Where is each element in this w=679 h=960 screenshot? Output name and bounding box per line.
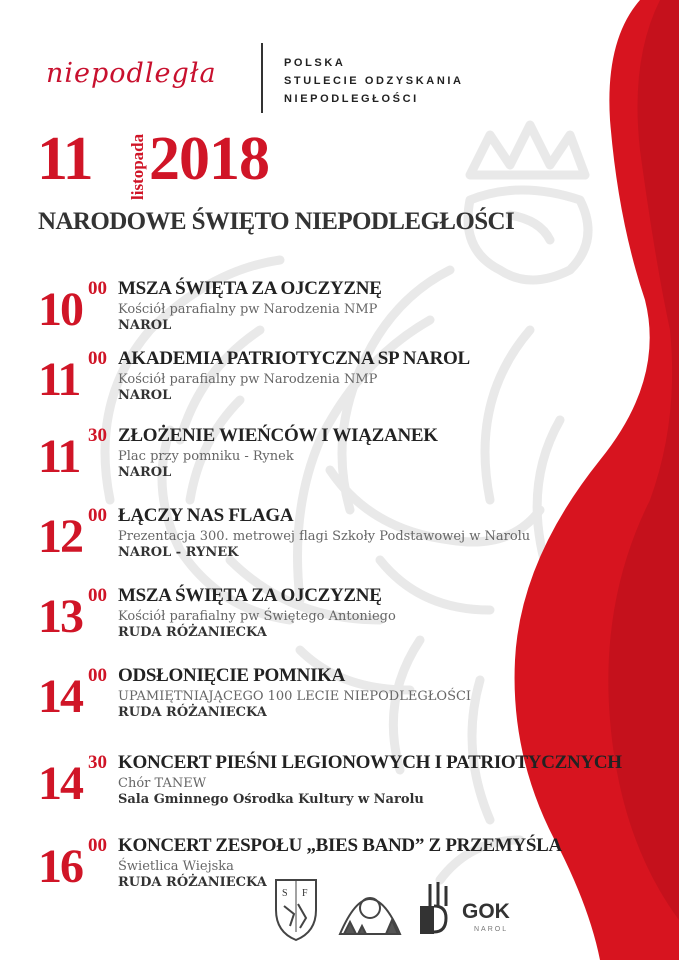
event-minute: 30	[88, 752, 107, 773]
event-hour: 13	[38, 590, 82, 643]
event-venue: UPAMIĘTNIAJĄCEGO 100 LECIE NIEPODLEGŁOŚCI	[118, 689, 472, 704]
event-item	[38, 425, 598, 495]
tagline-line-2: STULECIE ODZYSKANIA	[284, 75, 464, 87]
event-title: ZŁOŻENIE WIEŃCÓW I WIĄZANEK	[118, 425, 438, 446]
event-location: RUDA RÓŻANIECKA	[118, 625, 267, 640]
event-item	[38, 505, 598, 575]
event-minute: 00	[88, 835, 107, 856]
event-venue: Prezentacja 300. metrowej flagi Szkoły Podstawowej w Narolu	[118, 529, 531, 544]
event-item	[38, 278, 598, 348]
event-minute: 00	[88, 348, 107, 369]
niepodlegla-logo: niepodległa	[46, 58, 217, 89]
event-title: KONCERT PIEŚNI LEGIONOWYCH I PATRIOTYCZNYCH	[118, 752, 622, 773]
event-venue: Kościół parafialny pw Narodzenia NMP	[118, 302, 378, 317]
date-day: 11	[37, 125, 92, 193]
event-title: MSZA ŚWIĘTA ZA OJCZYZNĘ	[118, 278, 382, 299]
event-venue: Plac przy pomniku - Rynek	[118, 449, 294, 464]
event-location: NAROL	[118, 465, 172, 480]
event-hour: 12	[38, 510, 82, 563]
event-item	[38, 665, 598, 735]
gok-label: GOK	[462, 900, 510, 923]
coat-of-arms-icon	[276, 880, 316, 940]
logo-divider	[261, 43, 263, 113]
event-item	[38, 348, 598, 418]
event-location: NAROL - RYNEK	[118, 545, 239, 560]
tagline-line-3: NIEPODLEGŁOŚCI	[284, 93, 419, 105]
event-location: Sala Gminnego Ośrodka Kultury w Narolu	[118, 792, 424, 807]
event-venue: Kościół parafialny pw Narodzenia NMP	[118, 372, 378, 387]
event-minute: 00	[88, 585, 107, 606]
event-title: AKADEMIA PATRIOTYCZNA SP NAROL	[118, 348, 470, 369]
event-minute: 00	[88, 278, 107, 299]
event-location: RUDA RÓŻANIECKA	[118, 705, 267, 720]
event-venue: Chór TANEW	[118, 776, 207, 791]
event-minute: 00	[88, 505, 107, 526]
event-venue: Świetlica Wiejska	[118, 859, 234, 874]
tagline-line-1: POLSKA	[284, 57, 346, 69]
event-hour: 11	[38, 353, 80, 406]
event-venue: Kościół parafialny pw Świętego Antoniego	[118, 609, 396, 624]
event-item	[38, 585, 598, 655]
event-title: ODSŁONIĘCIE POMNIKA	[118, 665, 346, 686]
event-hour: 14	[38, 757, 82, 810]
event-minute: 30	[88, 425, 107, 446]
event-minute: 00	[88, 665, 107, 686]
event-title: KONCERT ZESPOŁU „BIES BAND” Z PRZEMYŚLA	[118, 835, 562, 856]
event-hour: 14	[38, 670, 82, 723]
event-hour: 16	[38, 840, 82, 893]
gok-sublabel: NAROL	[474, 926, 509, 933]
event-hour: 10	[38, 283, 82, 336]
event-item	[38, 752, 622, 822]
holiday-title: NARODOWE ŚWIĘTO NIEPODLEGŁOŚCI	[38, 208, 515, 235]
logo-tagline	[284, 54, 464, 108]
date-year: 2018	[149, 125, 269, 193]
event-title: ŁĄCZY NAS FLAGA	[118, 505, 294, 526]
event-location: NAROL	[118, 388, 172, 403]
event-location: RUDA RÓŻANIECKA	[118, 875, 267, 890]
event-hour: 11	[38, 430, 80, 483]
forest-emblem-icon	[340, 898, 400, 934]
crest-letter-s: S	[282, 888, 288, 899]
event-title: MSZA ŚWIĘTA ZA OJCZYZNĘ	[118, 585, 382, 606]
crest-letter-f: F	[302, 888, 308, 899]
date-month: listopada	[128, 133, 147, 200]
event-location: NAROL	[118, 318, 172, 333]
gok-logo-icon	[420, 882, 446, 934]
